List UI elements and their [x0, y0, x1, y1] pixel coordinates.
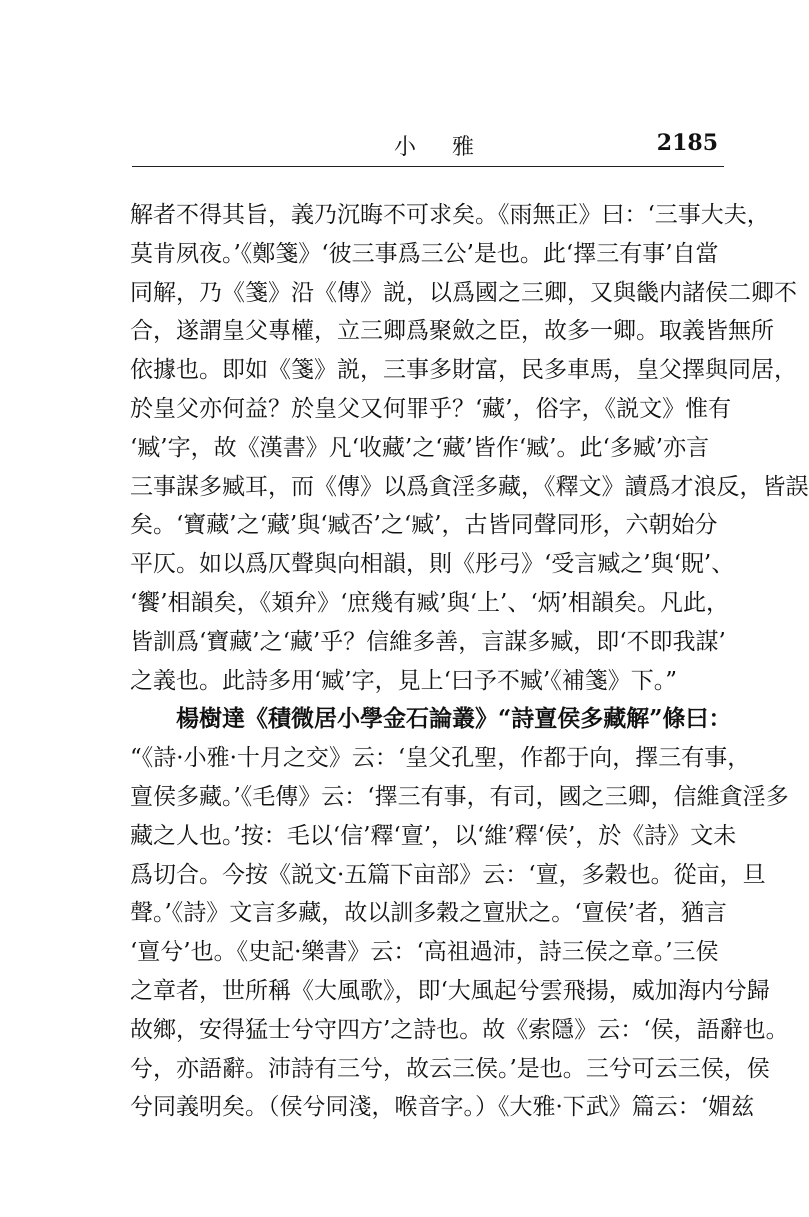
text-line: 莫肯夙夜。’《鄭箋》‘彼三事爲三公’是也。此‘擇三有事’自當	[130, 240, 719, 267]
text-line: 故鄉，安得猛士兮守四方’之詩也。故《索隱》云：‘侯，語辭也。	[130, 1016, 789, 1043]
text-line: 合，遂謂皇父專權，立三卿爲聚斂之臣，故多一卿。取義皆無所	[130, 318, 774, 345]
text-line: 平仄。如以爲仄聲與向相韻，則《彤弓》‘受言臧之’與‘貺’、	[130, 551, 735, 578]
text-line: 同解，乃《箋》沿《傳》説，以爲國之三卿，又與畿内諸侯二卿不	[130, 279, 797, 306]
text-line: ‘饗’相韻矣，《頍弁》‘庶幾有臧’與‘上’、‘炳’相韻矣。凡此，	[130, 589, 729, 616]
text-line: 皆訓爲‘寶藏’之‘藏’乎？信維多善，言謀多臧，即‘不即我謀’	[130, 628, 726, 655]
text-line: 矣。‘寶藏’之‘藏’與‘臧否’之‘臧’，古皆同聲同形，六朝始分	[130, 512, 718, 539]
text-line: 聲。’《詩》文言多藏，故以訓多穀之亶狀之。‘亶侯’者，猶言	[130, 900, 727, 927]
text-line: 三事謀多臧耳，而《傳》以爲貪淫多藏，《釋文》讀爲才浪反，皆誤	[130, 473, 809, 500]
text-line: 依據也。即如《箋》説，三事多財富，民多車馬，皇父擇與同居，	[130, 357, 797, 384]
text-line: 爲切合。今按《説文·五篇下亩部》云：‘亶，多穀也。從亩，旦	[130, 861, 766, 888]
running-title: 小雅	[394, 135, 511, 160]
paragraph-heading-line: 楊樹達《積微居小學金石論叢》“詩亶侯多藏解”條曰：	[130, 705, 732, 733]
page-number: 2185	[656, 130, 718, 156]
page-header	[132, 130, 722, 162]
text-line: 兮同義明矣。（侯兮同淺，喉音字。）《大雅·下武》篇云：‘媚兹	[130, 1094, 755, 1121]
text-line: ‘亶兮’也。《史記·樂書》云：‘高祖過沛，詩三侯之章。’三侯	[130, 939, 719, 966]
text-line: ‘臧’字，故《漢書》凡‘收藏’之‘藏’皆作‘臧’。此‘多臧’亦言	[130, 434, 710, 461]
text-line: 藏之人也。’按：毛以‘信’釋‘亶’，以‘維’釋‘侯’，於《詩》文未	[130, 822, 737, 849]
text-line: 解者不得其旨，義乃沉晦不可求矣。《雨無正》曰：‘三事大夫，	[130, 202, 770, 228]
body-text	[130, 196, 809, 1127]
text-line: 之章者，世所稱《大風歌》，即‘大風起兮雲飛揚，威加海内兮歸	[130, 977, 770, 1004]
text-line: 亶侯多藏。’《毛傳》云：‘擇三有事，有司，國之三卿，信維貪淫多	[130, 783, 789, 810]
text-line: 兮，亦語辭。沛詩有三兮，故云三侯。’是也。三兮可云三侯，侯	[130, 1055, 770, 1082]
text-line: “《詩·小雅·十月之交》云：‘皇父孔聖，作都于向，擇三有事，	[130, 745, 751, 772]
text-line: 於皇父亦何益？於皇父又何罪乎？‘藏’，俗字，《説文》惟有	[130, 395, 732, 422]
header-divider	[132, 166, 724, 167]
text-line: 之義也。此詩多用‘臧’字，見上‘曰予不臧’《補箋》下。”	[130, 667, 678, 694]
